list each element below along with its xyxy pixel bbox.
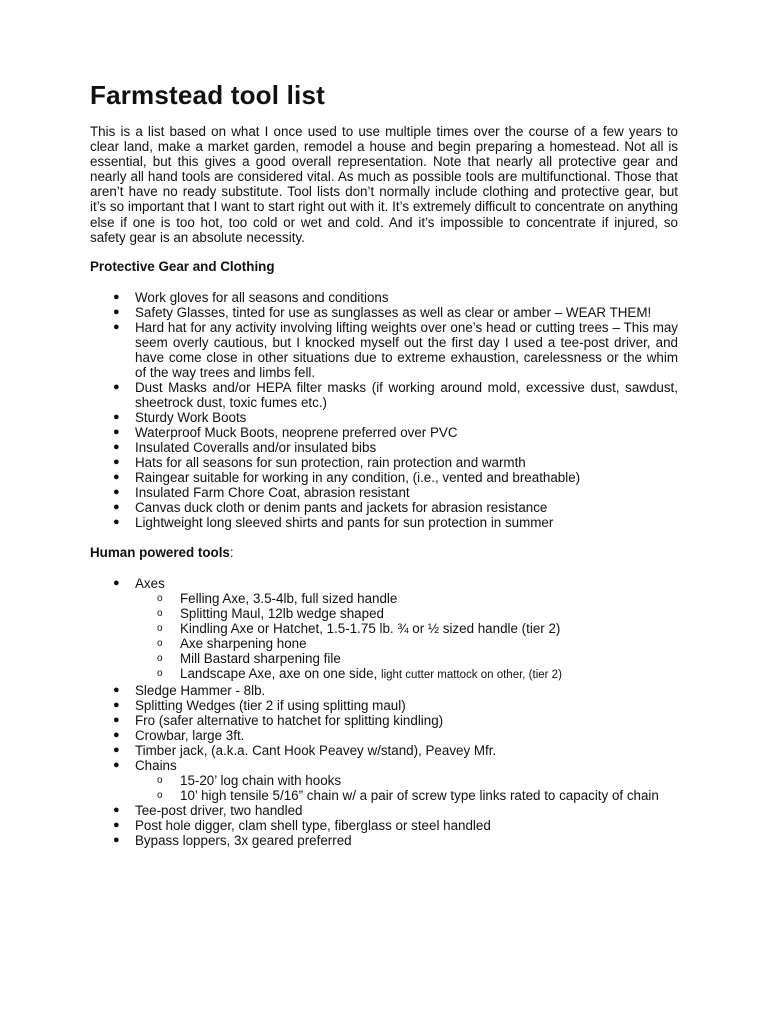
circle-bullet-icon: o [157, 667, 163, 679]
sublist-item-text: Kindling Axe or Hatchet, 1.5-1.75 lb. ¾ or ½ sized handle (tier 2) [180, 620, 561, 636]
sublist-item [135, 621, 678, 636]
sublist-item-text: Axe sharpening hone [180, 635, 307, 651]
bullet-icon: ● [113, 455, 120, 468]
bullet-icon: ● [113, 470, 120, 483]
list-item-axes [90, 576, 678, 683]
list-item-text: Waterproof Muck Boots, neoprene preferred over PVC [135, 424, 458, 440]
list-item-text: Work gloves for all seasons and conditions [135, 289, 389, 305]
section-heading-protective-gear [90, 259, 678, 274]
bullet-icon: ● [113, 410, 120, 423]
bullet-icon: ● [113, 305, 120, 318]
bullet-icon: ● [113, 500, 120, 513]
list-item-text: Canvas duck cloth or denim pants and jackets for abrasion resistance [135, 499, 548, 515]
circle-bullet-icon: o [157, 592, 163, 604]
list-item [90, 818, 678, 833]
protective-gear-list [90, 290, 678, 530]
bullet-icon: ● [113, 758, 120, 771]
sublist-item-small-text: light cutter mattock on other, (tier 2) [381, 668, 562, 681]
bullet-icon: ● [113, 728, 120, 741]
list-item [90, 410, 678, 425]
page-title: Farmstead tool list [90, 80, 325, 110]
sublist-item [135, 773, 678, 788]
bullet-icon: ● [113, 818, 120, 831]
list-item [90, 803, 678, 818]
bullet-icon: ● [113, 320, 120, 333]
list-item [90, 713, 678, 728]
bullet-icon: ● [113, 485, 120, 498]
axes-sublist [135, 591, 678, 683]
list-item [90, 683, 678, 698]
bullet-icon: ● [113, 515, 120, 528]
list-item [90, 470, 678, 485]
list-item-chains [90, 758, 678, 803]
list-item [90, 290, 678, 305]
sublist-item-text: Mill Bastard sharpening file [180, 650, 341, 666]
list-item [90, 515, 678, 530]
list-item-text: Tee-post driver, two handled [135, 802, 303, 818]
sublist-item [135, 606, 678, 621]
list-item-text: Sturdy Work Boots [135, 409, 247, 425]
bullet-icon: ● [113, 380, 120, 393]
document-page [90, 78, 678, 848]
circle-bullet-icon: o [157, 607, 163, 619]
human-powered-tools-list [90, 576, 678, 848]
list-item-text: Fro (safer alternative to hatchet for splitting kindling) [135, 712, 444, 728]
sublist-item [135, 591, 678, 606]
sublist-item [135, 788, 678, 803]
bullet-icon: ● [113, 576, 120, 589]
sublist-item-text: Felling Axe, 3.5-4lb, full sized handle [180, 590, 398, 606]
bullet-icon: ● [113, 713, 120, 726]
sublist-item-text: Splitting Maul, 12lb wedge shaped [180, 605, 384, 621]
list-item [90, 305, 678, 320]
list-item [90, 425, 678, 440]
circle-bullet-icon: o [157, 652, 163, 664]
bullet-icon: ● [113, 683, 120, 696]
list-item-text: Safety Glasses, tinted for use as sunglasses as well as clear or amber – WEAR THEM! [135, 304, 652, 320]
section-heading-colon: : [229, 544, 234, 560]
list-item [90, 500, 678, 515]
list-item [90, 728, 678, 743]
list-item [90, 440, 678, 455]
list-item-text: Sledge Hammer - 8lb. [135, 682, 266, 698]
list-item-text: Insulated Coveralls and/or insulated bibs [135, 439, 377, 455]
bullet-icon: ● [113, 425, 120, 438]
list-item-text: Axes [135, 575, 165, 591]
circle-bullet-icon: o [157, 789, 163, 801]
bullet-icon: ● [113, 698, 120, 711]
intro-paragraph: This is a list based on what I once used to use multiple times over the course of a few years to clear land, make a market garden, remodel a house and begin preparing a homestead. Not all is essential, but this gives a good overall representation. Note that nearly all protective gear and nearly all hand tools are considered vital. As much as possible tools are multifunctional. Those that aren’t have no ready substitute. Tool lists don’t normally include clothing and protective gear, but it’s so important that I want to start right out with it. It’s extremely difficult to concentrate on anything else if one is too hot, too cold or wet and cold. And it’s impossible to concentrate if injured, so safety gear is an absolute necessity. [90, 124, 678, 245]
sublist-item [135, 666, 678, 683]
list-item-text: Insulated Farm Chore Coat, abrasion resistant [135, 484, 410, 500]
list-item-text: Timber jack, (a.k.a. Cant Hook Peavey w/stand), Peavey Mfr. [135, 742, 497, 758]
list-item [90, 320, 678, 380]
sublist-item [135, 651, 678, 666]
bullet-icon: ● [113, 440, 120, 453]
bullet-icon: ● [113, 803, 120, 816]
list-item-text: Crowbar, large 3ft. [135, 727, 245, 743]
bullet-icon: ● [113, 833, 120, 846]
section-heading-text: Human powered tools [90, 544, 230, 560]
list-item [90, 743, 678, 758]
sublist-item-text: 10’ high tensile 5/16” chain w/ a pair of screw type links rated to capacity of chain [180, 787, 659, 803]
chains-sublist [135, 773, 678, 803]
list-item-text: Chains [135, 757, 177, 773]
list-item [90, 833, 678, 848]
list-item [90, 698, 678, 713]
list-item-text: Splitting Wedges (tier 2 if using splitting maul) [135, 697, 406, 713]
list-item-text: Raingear suitable for working in any condition, (i.e., vented and breathable) [135, 469, 581, 485]
sublist-item [135, 636, 678, 651]
bullet-icon: ● [113, 290, 120, 303]
section-heading-text: Protective Gear and Clothing [90, 258, 275, 274]
list-item-text: Bypass loppers, 3x geared preferred [135, 832, 352, 848]
list-item-text: Hard hat for any activity involving lifting weights over one’s head or cutting trees – This may seem overly cautious, but I knocked myself out the first day I used a tee-post driver, and have come close in other situations due to extreme exhaustion, carelessness or the whim of the way trees and limbs fell. [135, 319, 678, 380]
list-item [90, 455, 678, 470]
sublist-item-text: Landscape Axe, axe on one side, [180, 665, 382, 681]
sublist-item-text: 15-20’ log chain with hooks [180, 772, 342, 788]
list-item [90, 485, 678, 500]
bullet-icon: ● [113, 743, 120, 756]
list-item-text: Post hole digger, clam shell type, fiberglass or steel handled [135, 817, 491, 833]
list-item [90, 380, 678, 410]
list-item-text: Dust Masks and/or HEPA filter masks (if working around mold, excessive dust, sawdust, sheetrock dust, toxic fumes etc.) [135, 379, 678, 410]
circle-bullet-icon: o [157, 637, 163, 649]
circle-bullet-icon: o [157, 774, 163, 786]
section-heading-human-powered-tools [90, 545, 678, 560]
circle-bullet-icon: o [157, 622, 163, 634]
list-item-text: Hats for all seasons for sun protection, rain protection and warmth [135, 454, 526, 470]
list-item-text: Lightweight long sleeved shirts and pants for sun protection in summer [135, 514, 554, 530]
